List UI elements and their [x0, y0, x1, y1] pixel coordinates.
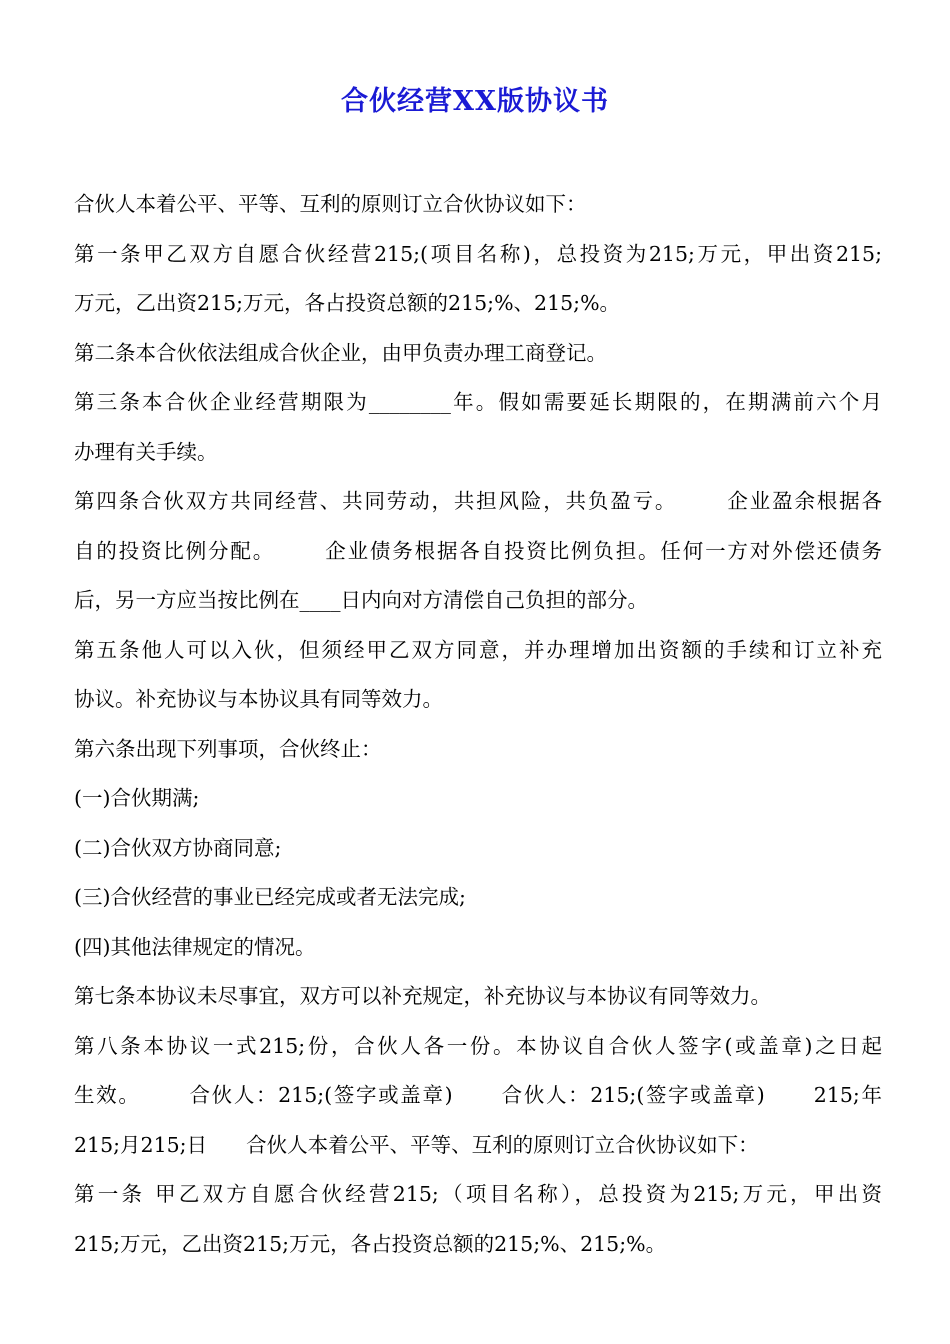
document-body	[74, 180, 882, 1269]
paragraph-line: 第五条他人可以入伙，但须经甲乙双方同意，并办理增加出资额的手续和订立补充	[74, 637, 882, 662]
paragraph-line: 第一条甲乙双方自愿合伙经营215;(项目名称)，总投资为215;万元，甲出资215;	[74, 241, 882, 266]
paragraph-line: 第六条出现下列事项，合伙终止：	[74, 736, 382, 761]
paragraph-line: 第一条 甲乙双方自愿合伙经营215;（项目名称），总投资为215;万元，甲出资	[74, 1182, 882, 1206]
paragraph-line: 第八条本协议一式215;份，合伙人各一份。本协议自合伙人签字(或盖章)之日起	[74, 1033, 882, 1058]
document-title: 合伙经营XX版协议书	[341, 86, 609, 117]
paragraph-line: 万元，乙出资215;万元，各占投资总额的215;%、215;%。	[74, 291, 621, 315]
paragraph-line: 第七条本协议未尽事宜，双方可以补充规定，补充协议与本协议有同等效力。	[74, 984, 771, 1008]
paragraph-line: 生效。 合伙人：215;(签字或盖章) 合伙人：215;(签字或盖章) 215;年	[74, 1083, 882, 1107]
paragraph-line: 合伙人本着公平、平等、互利的原则订立合伙协议如下：	[74, 192, 587, 216]
paragraph-line: 215;万元，乙出资215;万元，各占投资总额的215;%、215;%。	[74, 1231, 667, 1256]
paragraph-line: 215;月215;日 合伙人本着公平、平等、互利的原则订立合伙协议如下：	[74, 1132, 759, 1157]
paragraph-line: 协议。补充协议与本协议具有同等效力。	[74, 687, 443, 711]
paragraph-line: 第三条本合伙企业经营期限为________年。假如需要延长期限的，在期满前六个月	[74, 390, 882, 414]
list-item: (四)其他法律规定的情况。	[74, 934, 316, 959]
paragraph-line: 自的投资比例分配。 企业债务根据各自投资比例负担。任何一方对外偿还债务	[74, 538, 882, 563]
paragraph-line: 后，另一方应当按比例在____日内向对方清偿自己负担的部分。	[74, 588, 648, 612]
paragraph-line: 第二条本合伙依法组成合伙企业，由甲负责办理工商登记。	[74, 340, 607, 365]
list-item: (一)合伙期满;	[74, 786, 200, 810]
list-item: (三)合伙经营的事业已经完成或者无法完成;	[74, 885, 466, 909]
paragraph-line: 第四条合伙双方共同经营、共同劳动，共担风险，共负盈亏。 企业盈余根据各	[74, 489, 882, 513]
paragraph-line: 办理有关手续。	[74, 439, 218, 464]
list-item: (二)合伙双方协商同意;	[74, 835, 282, 860]
